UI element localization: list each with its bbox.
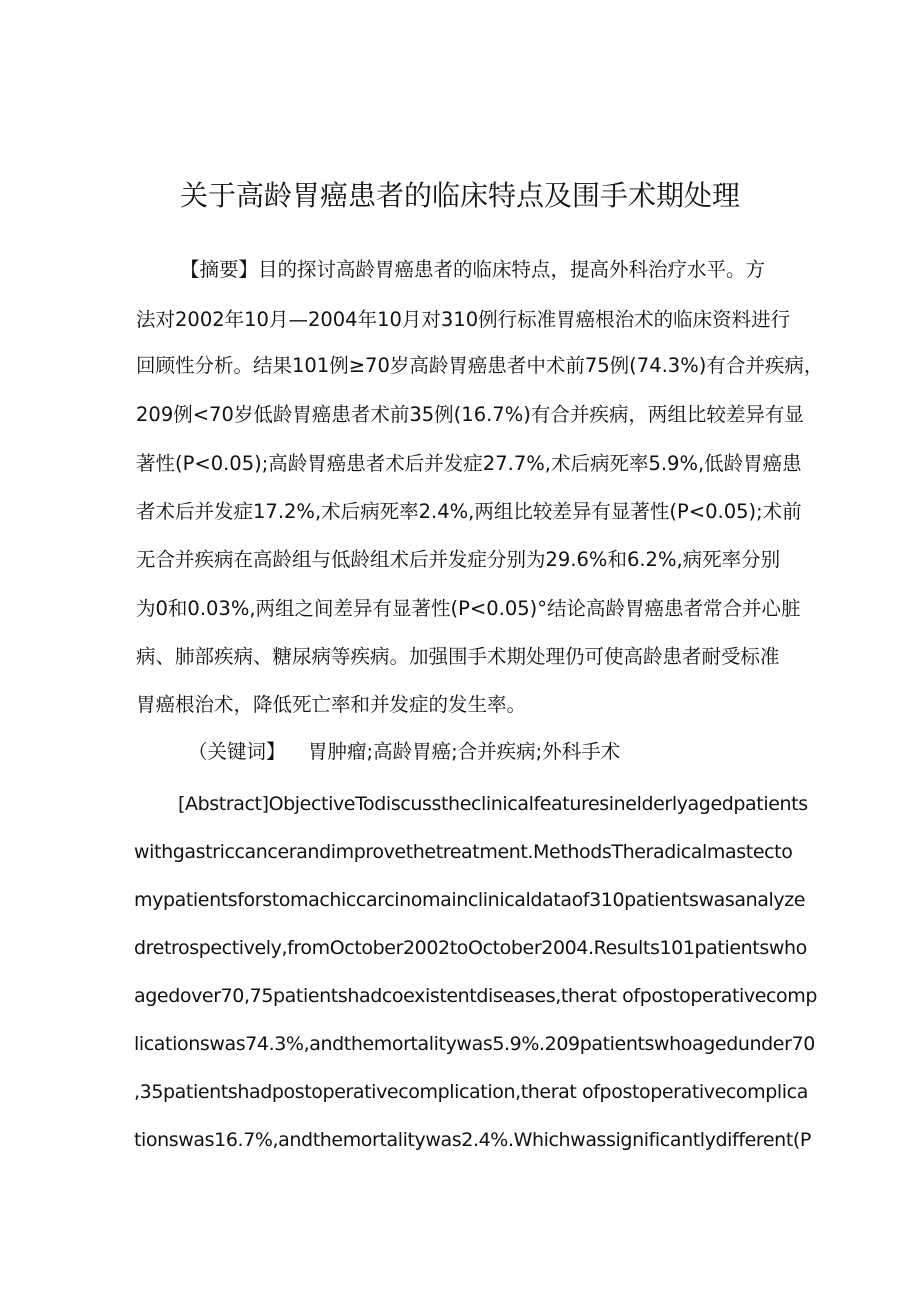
paper-title: 关于高龄胃癌患者的临床特点及围手术期处理 xyxy=(179,179,740,212)
abstract-en-line: licationswas74.3%,andthemortalitywas5.9%.209patientswhoagedunder70 xyxy=(134,1033,815,1055)
abstract-en-line: dretrospectively,fromOctober2002toOctober2004.Results101patientswho xyxy=(134,937,807,959)
abstract-zh-line: 者术后并发症17.2%,术后病死率2.4%,两组比较差异有显著性(P<0.05);术前 xyxy=(136,500,802,523)
abstract-zh-line: 【摘要】目的探讨高龄胃癌患者的临床特点，提高外科治疗水平。方 xyxy=(180,258,766,281)
keywords-value: 胃肿瘤;高龄胃癌;合并疾病;外科手术 xyxy=(308,740,621,763)
abstract-zh-line: 为0和0.03%,两组之间差异有显著性(P<0.05)°结论高龄胃癌患者常合并心脏 xyxy=(136,597,801,620)
abstract-en-line: agedover70,75patientshadcoexistentdiseases,therat ofpostoperativecomp xyxy=(134,985,818,1007)
abstract-en-line: [Abstract]ObjectiveTodiscusstheclinicalfeaturesinelderlyagedpatients xyxy=(178,793,808,815)
abstract-en-line: withgastriccancerandimprovethetreatment.MethodsTheradicalmastecto xyxy=(134,841,793,863)
abstract-en-line: ,35patientshadpostoperativecomplication,therat ofpostoperativecomplica xyxy=(134,1081,808,1103)
abstract-zh-line: 无合并疾病在高龄组与低龄组术后并发症分别为29.6%和6.2%,病死率分别 xyxy=(136,548,781,571)
keywords xyxy=(188,740,620,764)
abstract-zh-line: 法对2002年10月—2004年10月对310例行标准胃癌根治术的临床资料进行 xyxy=(136,308,791,331)
abstract-zh-line: 回顾性分析。结果101例≥70岁高龄胃癌患者中术前75例(74.3%)有合并疾病， xyxy=(136,354,824,377)
keywords-label: （关键词】 xyxy=(188,740,286,763)
abstract-zh-line: 209例<70岁低龄胃癌患者术前35例(16.7%)有合并疾病，两组比较差异有显 xyxy=(136,403,804,426)
abstract-en-line: mypatientsforstomachiccarcinomainclinicaldataof310patientswasanalyze xyxy=(134,889,806,911)
abstract-zh-line: 胃癌根治术，降低死亡率和并发症的发生率。 xyxy=(136,693,527,716)
abstract-zh-line: 病、肺部疾病、糖尿病等疾病。加强围手术期处理仍可使高龄患者耐受标准 xyxy=(136,645,780,668)
abstract-zh-line: 著性(P<0.05);高龄胃癌患者术后并发症27.7%,术后病死率5.9%,低龄胃癌患 xyxy=(136,452,802,475)
abstract-en-line: tionswas16.7%,andthemortalitywas2.4%.Whichwassignificantlydifferent(P xyxy=(134,1129,811,1151)
